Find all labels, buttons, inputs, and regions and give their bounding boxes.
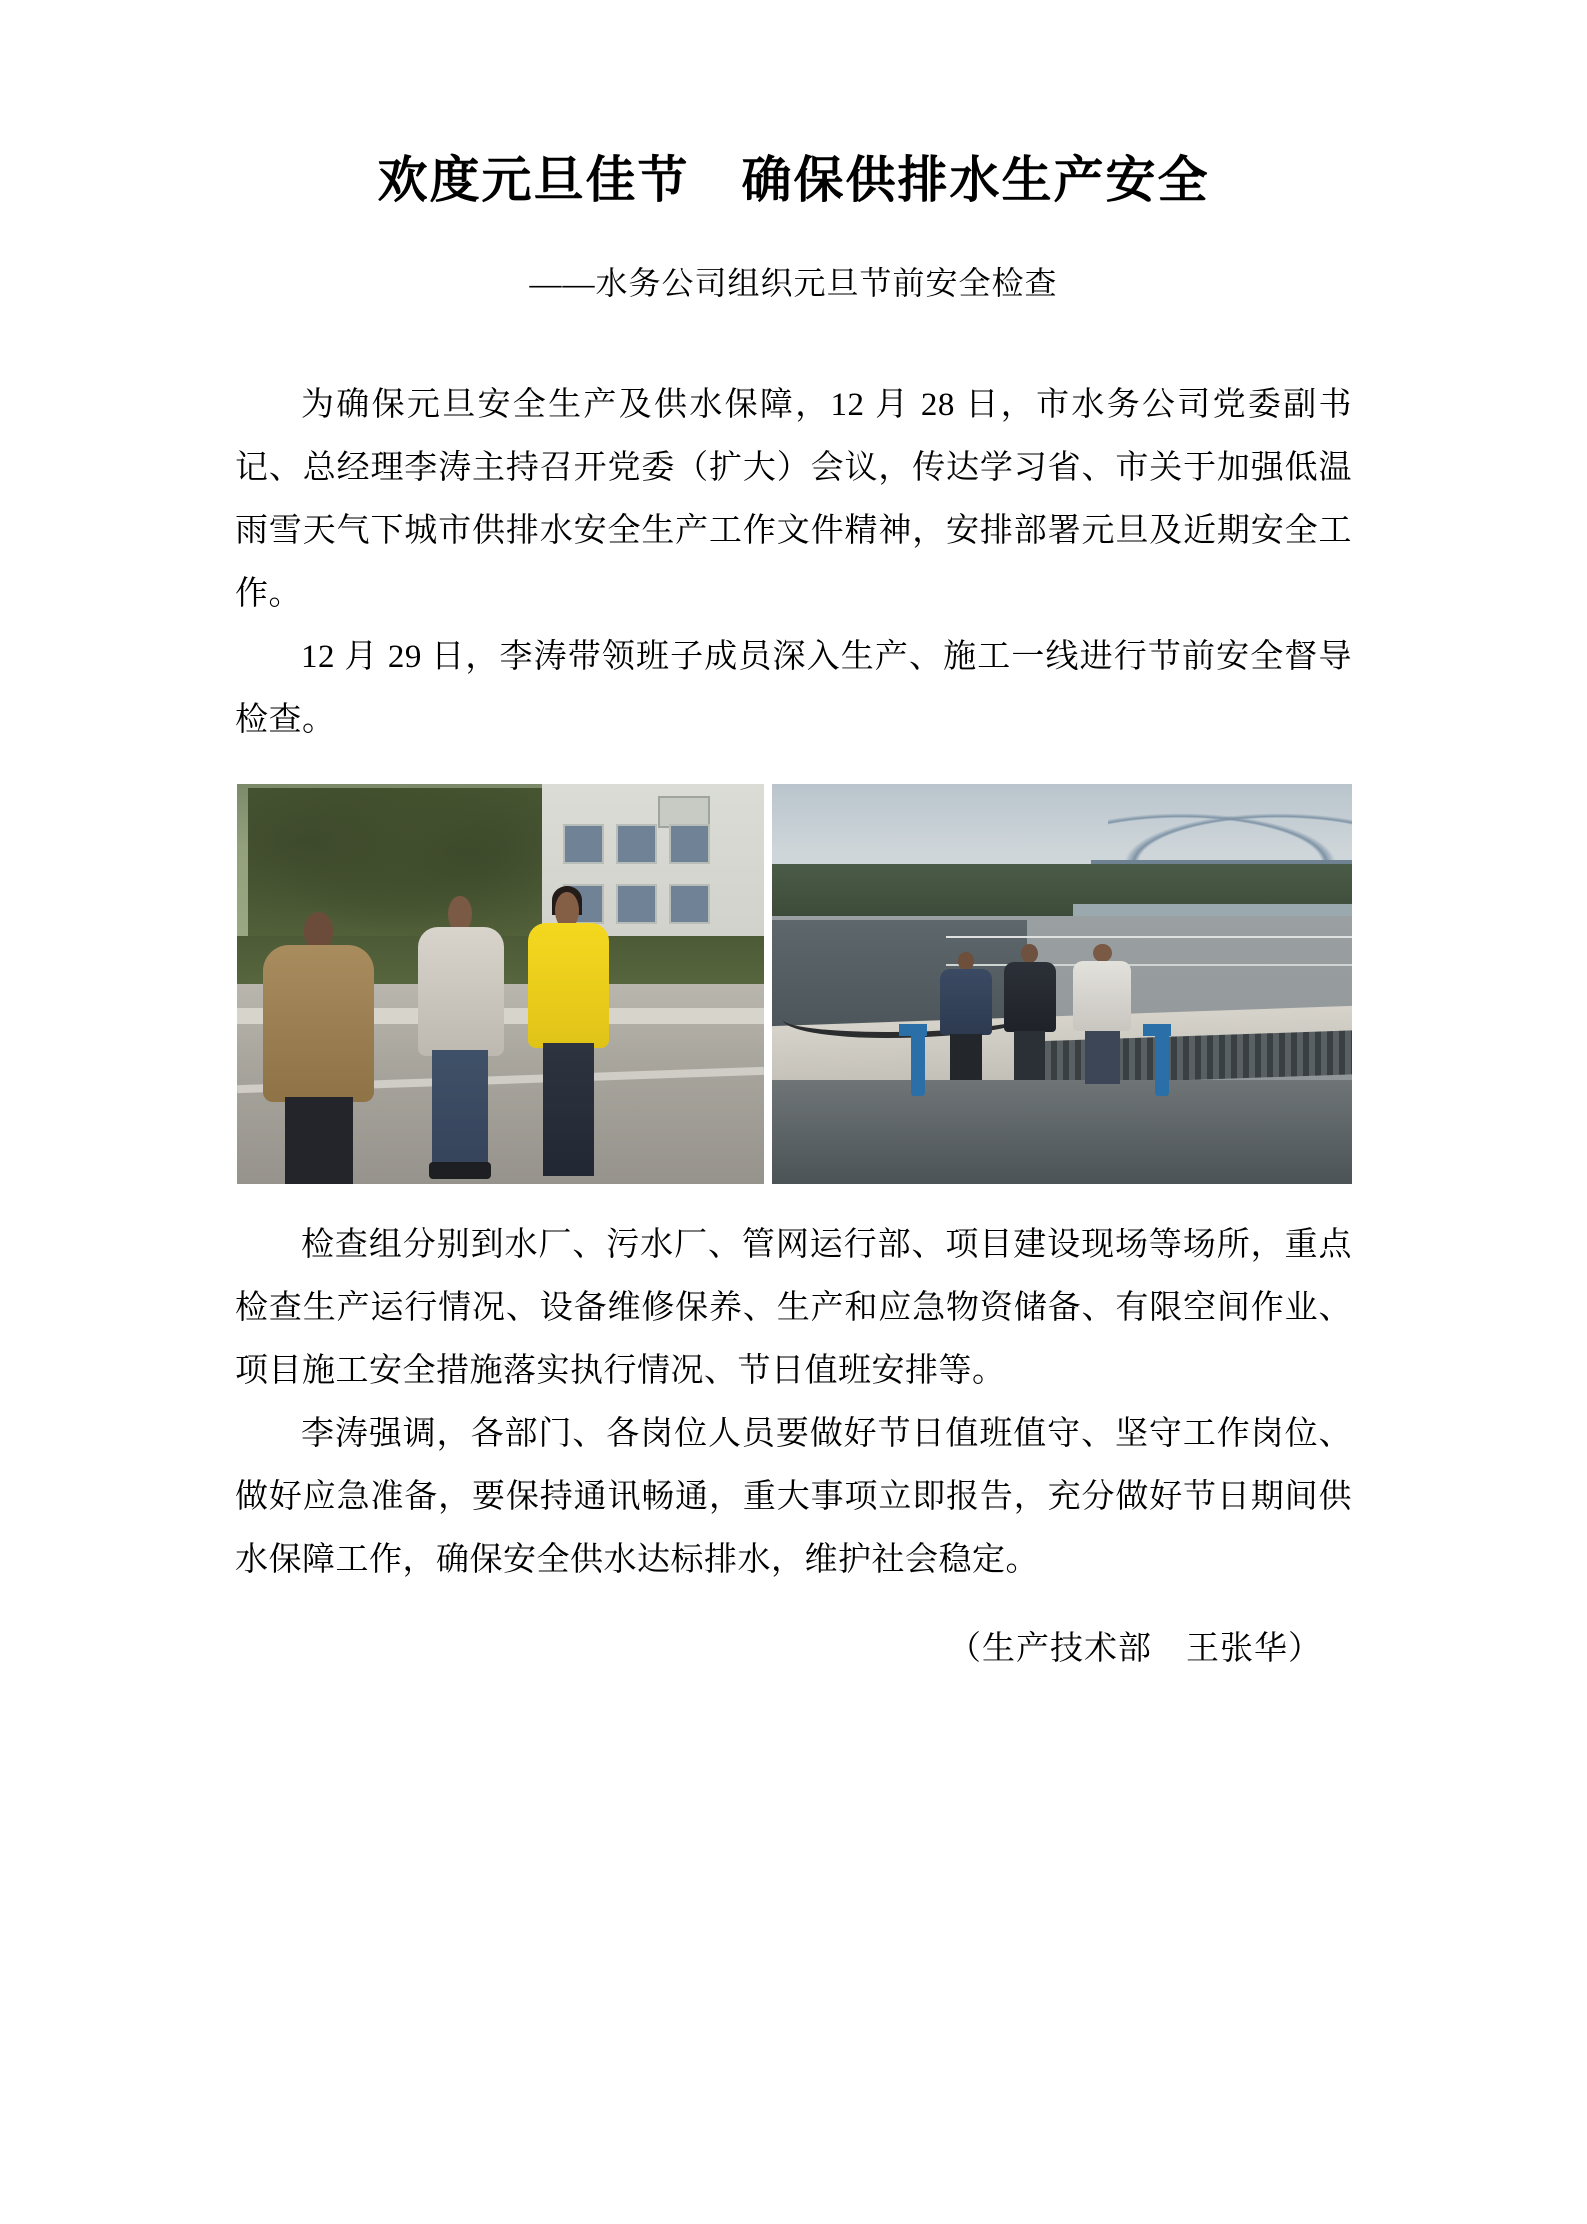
paragraph-1: 为确保元旦安全生产及供水保障，12 月 28 日，市水务公司党委副书记、总经理李涛主持召开党委（扩大）会议，传达学习省、市关于加强低温雨雪天气下城市供排水安全生产工作文件精神，安排部署元旦及近期安全工作。 [235, 387, 1352, 612]
paragraph-4: 李涛强调，各部门、各岗位人员要做好节日值班值守、坚守工作岗位、做好应急准备，要保持通讯畅通，重大事项立即报告，充分做好节日期间供水保障工作，确保安全供水达标排水，维护社会稳定。 [235, 1416, 1352, 1578]
photo1-person-middle [416, 896, 506, 1176]
photo1-window [563, 824, 604, 864]
photo2-blue-pipe [1155, 1032, 1169, 1096]
figure-row [235, 784, 1352, 1184]
photo1-window [669, 884, 710, 924]
photo2-person-middle [1004, 944, 1056, 1080]
photo-wastewater-plant [772, 784, 1352, 1184]
page-title: 欢度元旦佳节 确保供排水生产安全 [377, 152, 1210, 208]
photo2-blue-pipe [911, 1032, 925, 1096]
page-subtitle: ——水务公司组织元旦节前安全检查 [529, 265, 1058, 301]
paragraph-2: 12 月 29 日，李涛带领班子成员深入生产、施工一线进行节前安全督导检查。 [235, 639, 1352, 738]
photo1-window [616, 824, 657, 864]
photo2-person-right [1073, 944, 1131, 1084]
photo2-railing [946, 936, 1352, 938]
photo-outdoor-inspection [237, 784, 764, 1184]
photo1-person-left [258, 912, 379, 1184]
paragraph-3: 检查组分别到水厂、污水厂、管网运行部、项目建设现场等场所，重点检查生产运行情况、设备维修保养、生产和应急物资储备、有限空间作业、项目施工安全措施落实执行情况、节日值班安排等。 [235, 1227, 1352, 1389]
document-body [235, 304, 1352, 1669]
photo2-bridge-arch [1108, 808, 1352, 864]
photo2-person-left [940, 952, 992, 1080]
photo1-window [669, 824, 710, 864]
photo2-tank-front [772, 1080, 1352, 1184]
photo1-window [616, 884, 657, 924]
photo1-person-right [527, 892, 611, 1176]
signature: （生产技术部 王张华） [948, 1631, 1322, 1667]
